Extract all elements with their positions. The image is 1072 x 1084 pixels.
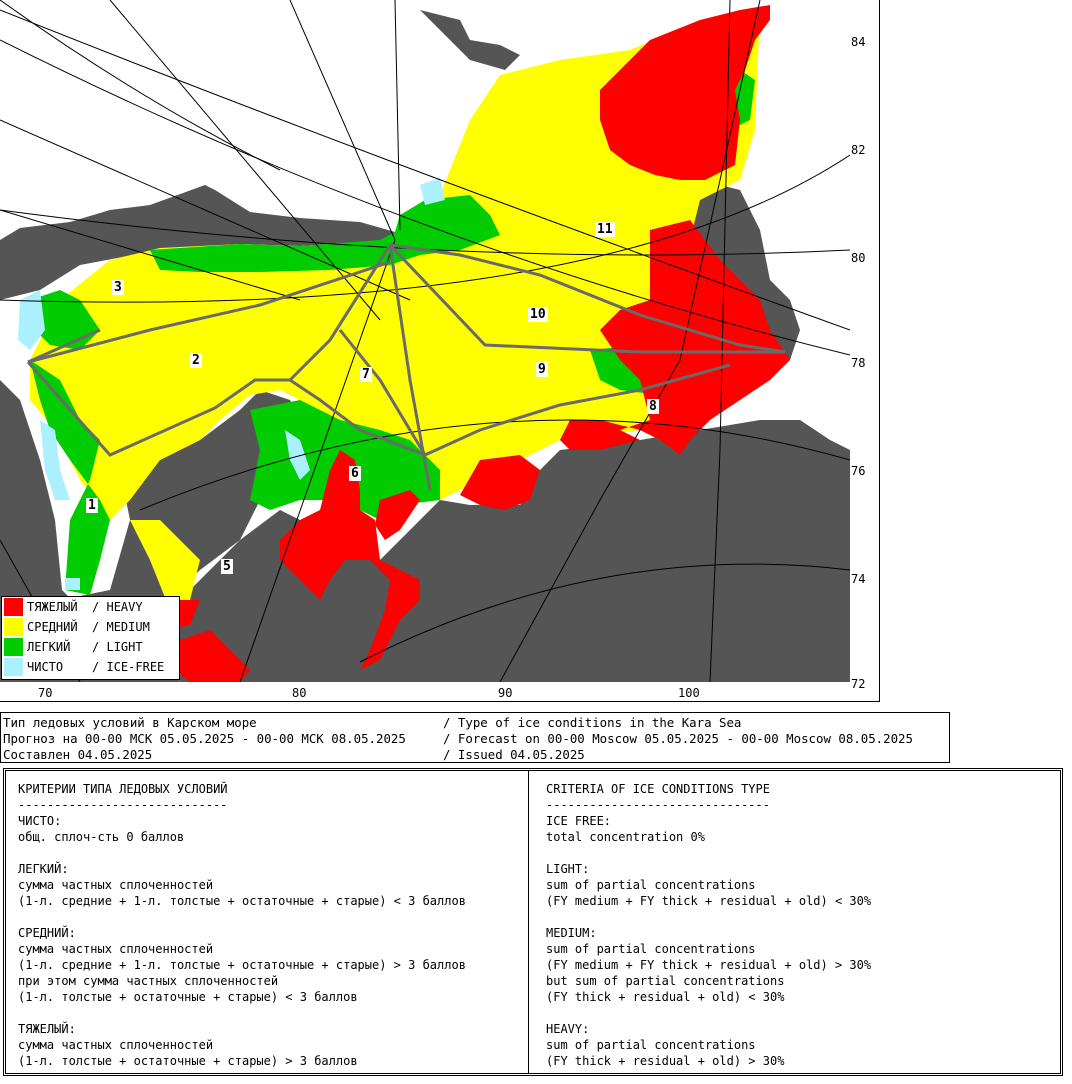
criteria-line: ТЯЖЕЛЫЙ: [18, 1022, 76, 1036]
latitude-label: 78 [851, 356, 866, 370]
criteria-line: (FY thick + residual + old) < 30% [546, 990, 785, 1004]
criteria-line: (1-л. толстые + остаточные + старые) < 3 баллов [18, 990, 358, 1004]
criteria-line: MEDIUM: [546, 926, 597, 940]
criteria-line: HEAVY: [546, 1022, 590, 1036]
criteria-line: (1-л. средние + 1-л. толстые + остаточные + старые) < 3 баллов [18, 894, 466, 908]
legend-item-heavy [2, 597, 179, 617]
criteria-line [18, 845, 466, 861]
criteria-line [18, 1005, 466, 1021]
region-label: 7 [362, 367, 370, 382]
region-label: 1 [88, 498, 96, 513]
region-label: 10 [530, 307, 546, 322]
criteria-line: СРЕДНИЙ: [18, 926, 76, 940]
criteria-line: total concentration 0% [546, 830, 705, 844]
criteria-line: sum of partial concentrations [546, 878, 756, 892]
forecast-en: / Forecast on 00-00 Moscow 05.05.2025 - 00-00 Moscow 08.05.2025 [443, 731, 913, 746]
title-ru: Тип ледовых условий в Карском море [3, 715, 257, 730]
map-title-box [0, 712, 950, 763]
legend-label: СРЕДНИЙ / MEDIUM [27, 620, 150, 634]
issued-en: / Issued 04.05.2025 [443, 747, 585, 762]
criteria-line [546, 1005, 871, 1021]
criteria-line: ЛЕГКИЙ: [18, 862, 69, 876]
region-label: 2 [192, 353, 200, 368]
legend-swatch-light [4, 638, 23, 656]
region-label: 11 [597, 222, 613, 237]
longitude-label: 80 [292, 686, 307, 700]
criteria-line: (FY medium + FY thick + residual + old) > 30% [546, 958, 872, 972]
criteria-line: ICE FREE: [546, 814, 612, 828]
latitude-label: 76 [851, 464, 866, 478]
criteria-line: сумма частных сплоченностей [18, 942, 214, 956]
criteria-line: (1-л. средние + 1-л. толстые + остаточные + старые) > 3 баллов [18, 958, 466, 972]
legend-swatch-medium [4, 618, 23, 636]
longitude-label: 70 [38, 686, 53, 700]
latitude-label: 82 [851, 143, 866, 157]
latitude-label: 80 [851, 251, 866, 265]
region-label: 8 [649, 399, 657, 414]
title-en: / Type of ice conditions in the Kara Sea [443, 715, 742, 730]
criteria-line: общ. сплоч-сть 0 баллов [18, 830, 185, 844]
forecast-ru: Прогноз на 00-00 МСК 05.05.2025 - 00-00 МСК 08.05.2025 [3, 731, 406, 746]
latitude-label: 74 [851, 572, 866, 586]
latitude-label: 84 [851, 35, 866, 49]
criteria-line [546, 909, 871, 925]
criteria-line: sum of partial concentrations [546, 942, 756, 956]
legend-label: ЧИСТО / ICE-FREE [27, 660, 165, 674]
criteria-box [3, 768, 1063, 1076]
region-label: 5 [223, 559, 231, 574]
criteria-line: (1-л. толстые + остаточные + старые) > 3 баллов [18, 1054, 358, 1068]
criteria-line: (FY thick + residual + old) > 30% [546, 1054, 785, 1068]
criteria-line: LIGHT: [546, 862, 590, 876]
map-legend [1, 596, 180, 680]
legend-item-light [2, 637, 179, 657]
legend-label: ТЯЖЕЛЫЙ / HEAVY [27, 600, 143, 614]
legend-item-medium [2, 617, 179, 637]
legend-label: ЛЕГКИЙ / LIGHT [27, 640, 143, 654]
legend-item-ice-free [2, 657, 179, 677]
longitude-label: 90 [498, 686, 513, 700]
longitude-label: 100 [678, 686, 700, 700]
criteria-line: сумма частных сплоченностей [18, 1038, 214, 1052]
criteria-line: сумма частных сплоченностей [18, 878, 214, 892]
criteria-line: ЧИСТО: [18, 814, 62, 828]
legend-swatch-heavy [4, 598, 23, 616]
issued-ru: Составлен 04.05.2025 [3, 747, 153, 762]
criteria-ru [18, 781, 466, 1069]
criteria-line: ------------------------------- [546, 798, 770, 812]
criteria-line [546, 845, 871, 861]
region-label: 6 [351, 466, 359, 481]
criteria-line: CRITERIA OF ICE CONDITIONS TYPE [546, 782, 770, 796]
criteria-line [18, 909, 466, 925]
criteria-line: КРИТЕРИИ ТИПА ЛЕДОВЫХ УСЛОВИЙ [18, 782, 228, 796]
criteria-line: ----------------------------- [18, 798, 228, 812]
latitude-label: 72 [851, 677, 866, 691]
criteria-line: but sum of partial concentrations [546, 974, 785, 988]
criteria-line: (FY medium + FY thick + residual + old) < 30% [546, 894, 872, 908]
legend-swatch-ice-free [4, 658, 23, 676]
region-label: 9 [538, 362, 546, 377]
criteria-divider [528, 771, 529, 1073]
region-label: 3 [114, 280, 122, 295]
criteria-line: sum of partial concentrations [546, 1038, 756, 1052]
criteria-en [546, 781, 871, 1069]
criteria-line: при этом сумма частных сплоченностей [18, 974, 279, 988]
